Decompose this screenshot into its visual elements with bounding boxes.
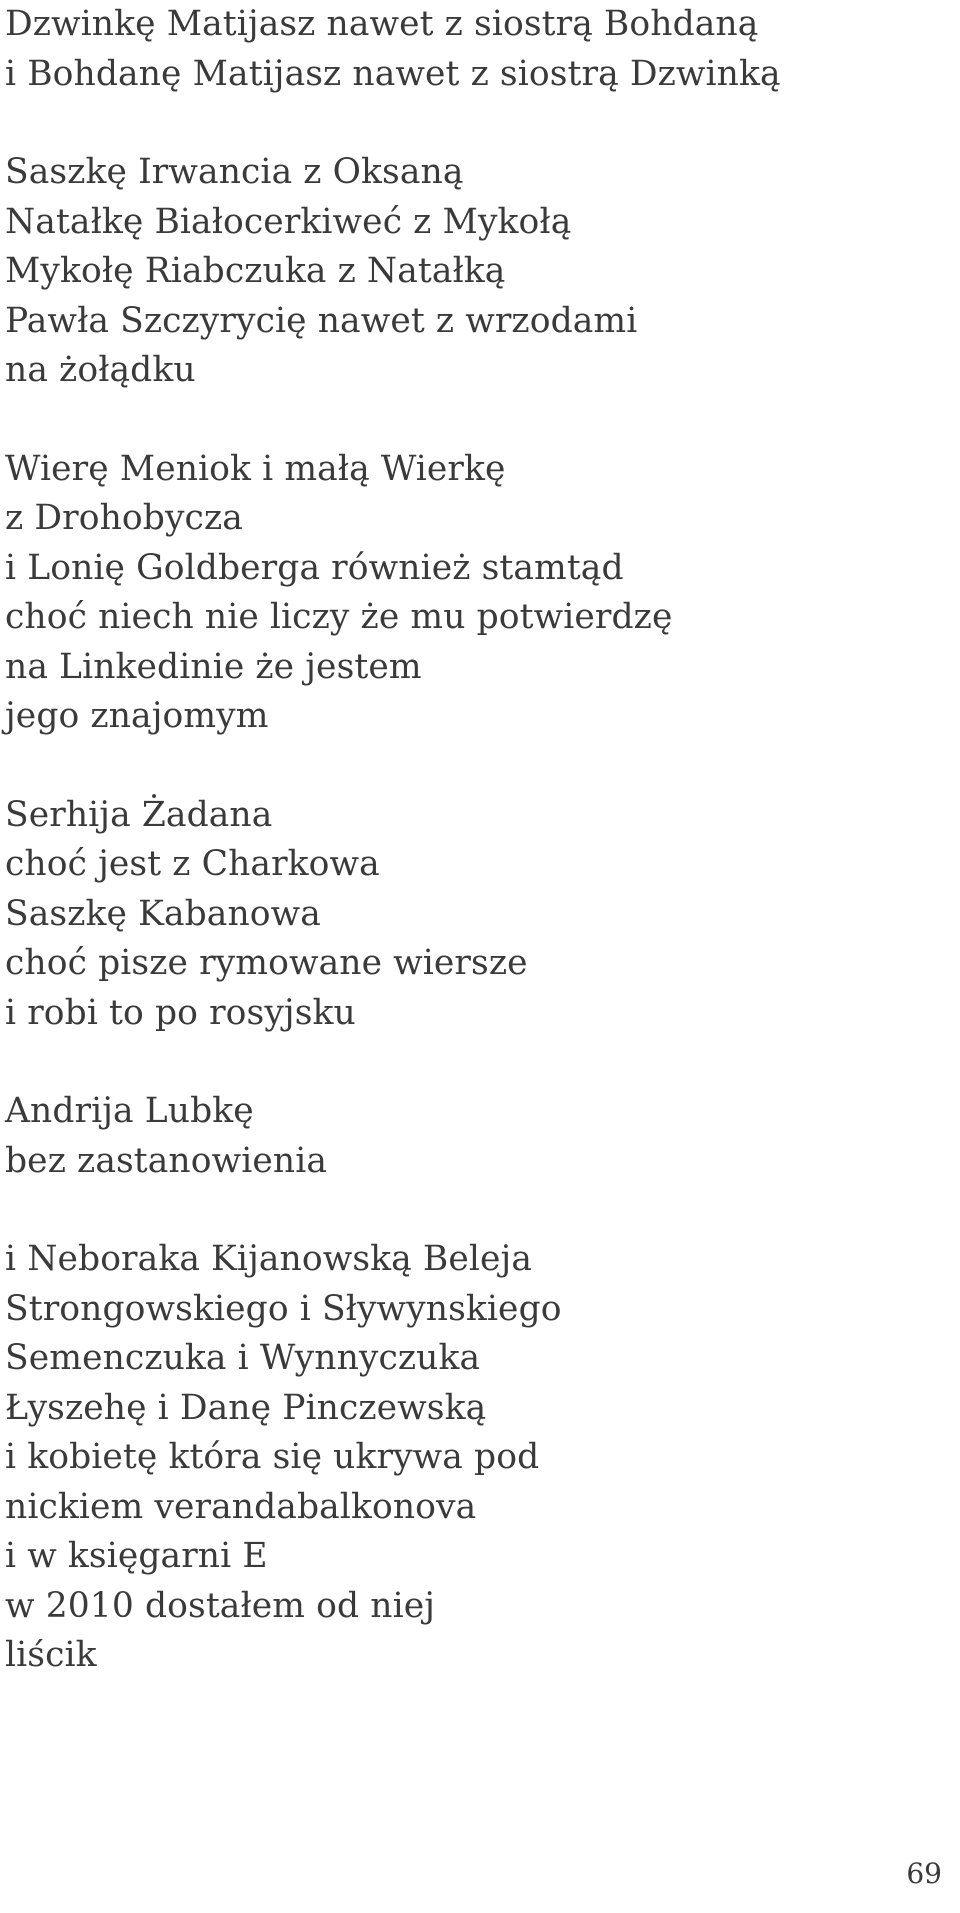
poem-line: i Neboraka Kijanowską Beleja [5,1239,532,1279]
poem-line: Łyszehę i Danę Pinczewską [5,1387,487,1428]
poem-line: i Lonię Goldberga również stamtąd [5,547,624,588]
poem-line: Serhija Żadana [5,794,273,835]
poem-line: w 2010 dostałem od niej [5,1585,436,1626]
poem-line: Andrija Lubkę [5,1091,254,1131]
poem-line: Mykołę Riabczuka z Natałką [5,251,506,291]
stanza-5 [5,1087,945,1186]
poem-line: choć jest z Charkowa [5,844,380,884]
poem-line: Strongowskiego i Sływynskiego [5,1288,562,1329]
poem-line: Wierę Meniok i małą Wierkę [5,448,506,489]
poem-line: na żołądku [5,350,196,390]
poem-line: i kobietę która się ukrywa pod [5,1437,540,1477]
poem-line: bez zastanowienia [5,1140,328,1181]
poem-line: Saszkę Kabanowa [5,893,321,934]
poem-line: choć niech nie liczy że mu potwierdzę [5,597,673,637]
page-number: 69 [906,1857,942,1890]
poem-line: nickiem verandabalkonova [5,1486,477,1527]
poem-line: Semenczuka i Wynnyczuka [5,1338,481,1378]
stanza-2 [5,148,945,396]
poem-line: Natałkę Białocerkiweć z Mykołą [5,201,572,242]
poem-line: i Bohdanę Matijasz nawet z siostrą Dzwinką [5,53,781,94]
poem-line: Pawła Szczyrycię nawet z wrzodami [5,300,638,341]
stanza-6 [5,1235,945,1681]
poem-line: Dzwinkę Matijasz nawet z siostrą Bohdaną [5,4,759,44]
poem-line: Saszkę Irwancia z Oksaną [5,152,464,192]
stanza-1 [5,0,945,99]
poem-line: i w księgarni E [5,1536,268,1576]
poem-line: z Drohobycza [5,498,243,538]
poem-line: liścik [5,1635,97,1675]
poem-line: na Linkedinie że jestem [5,646,422,687]
stanza-4 [5,791,945,1039]
poem-line: jego znajomym [5,696,269,736]
stanza-3 [5,445,945,742]
poem-body [5,0,945,1730]
poem-line: i robi to po rosyjsku [5,992,356,1033]
poem-line: choć pisze rymowane wiersze [5,943,528,983]
